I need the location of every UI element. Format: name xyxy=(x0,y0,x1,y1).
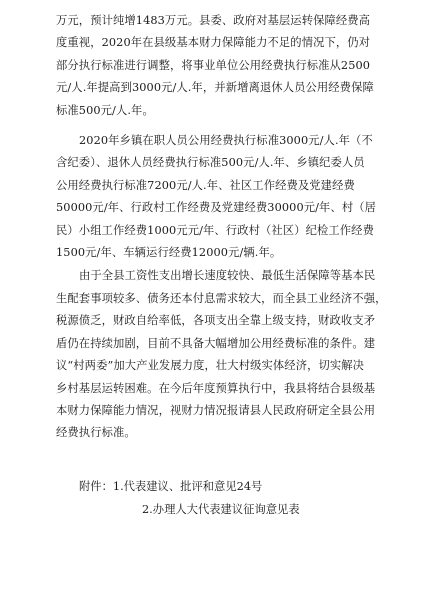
text-line: 议“村两委”加大产业发展力度，壮大村级实体经济，切实解决 xyxy=(56,359,365,373)
text-line: 元/人.年提高到3000元/人.年，并新增离退休人员公用经费保障 xyxy=(56,81,374,95)
text-line: 民）小组工作经费1000元元/年、行政村（社区）纪检工作经费 xyxy=(56,223,374,237)
text-line: 度重视，2020年在县级基本财力保障能力不足的情况下，仍对 xyxy=(56,36,371,50)
text-line: 含纪委）、退休人员经费执行标准500元/人.年、乡镇纪委人员 xyxy=(56,156,365,170)
text-line: 经费执行标准。 xyxy=(56,426,136,440)
text-line: 万元，预计纯增1483万元。县委、政府对基层运转保障经费高 xyxy=(56,14,371,27)
text-line: 盾仍在持续加剧，目前不具备大幅增加公用经费标准的条件。建 xyxy=(56,336,376,350)
paragraph-1 xyxy=(56,10,374,122)
paragraph-3 xyxy=(56,265,387,444)
text-line: 2020年乡镇在职人员公用经费执行标准3000元/人.年（不 xyxy=(79,134,373,148)
text-line: 乡村基层运转困难。在今后年度预算执行中，我县将结合县级基 xyxy=(56,381,376,395)
text-line: 部分执行标准进行调整，将事业单位公用经费执行标准从2500 xyxy=(56,58,371,72)
attachment-line-2: 2.办理人大代表建议征询意见表 xyxy=(142,502,300,516)
text-line: 标准500元/人.年。 xyxy=(56,103,154,117)
text-line: 税源偾乏，财政自给率低，各项支出全靠上级支持，财政收支矛 xyxy=(56,314,376,328)
text-line: 公用经费执行标准7200元/人.年、社区工作经费及党建经费 xyxy=(56,178,355,192)
text-line: 生配套事项较多、债务还本付息需求较大，而全县工业经济不强， xyxy=(56,291,387,305)
text-line: 本财力保障能力情况，视财力情况报请县人民政府研定全县公用 xyxy=(56,403,376,417)
text-line: 由于全县工资性支出增长速度较快、最低生活保障等基本民 xyxy=(79,269,376,283)
attachments-section xyxy=(56,475,368,521)
paragraph-2 xyxy=(56,130,377,264)
text-line: 50000元/年、行政村工作经费及党建经费30000元/年、村（居 xyxy=(56,201,377,215)
text-line: 1500元/年、车辆运行经费12000元/辆.年。 xyxy=(56,246,282,260)
attachment-line-1: 附件：1.代表建议、批评和意见24号 xyxy=(79,479,263,493)
